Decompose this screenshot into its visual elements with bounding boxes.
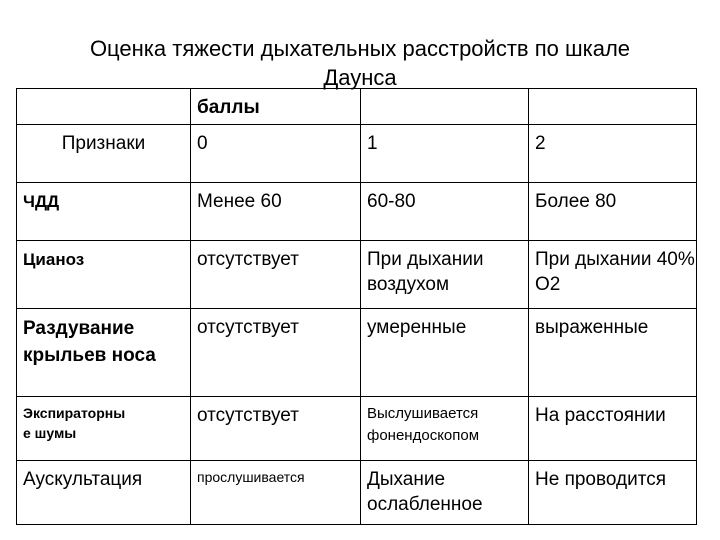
cell: умеренные [361, 309, 529, 397]
title-line-2: Даунса [323, 65, 397, 90]
cell: Более 80 [529, 183, 697, 241]
row-label-nasal-flaring: Раздувание крыльев носа [17, 309, 191, 397]
row-label-line-2: е шумы [23, 425, 77, 441]
cell: Менее 60 [191, 183, 361, 241]
table-row-expiratory-noise [17, 397, 697, 461]
cell: выраженные [529, 309, 697, 397]
title-line-1: Оценка тяжести дыхательных расстройств по шкале [89, 36, 631, 61]
row-label-auscultation: Аускультация [17, 461, 191, 525]
table-row-cyanosis [17, 241, 697, 309]
cell: Не проводится [529, 461, 697, 525]
row-label-cyanosis: Цианоз [17, 241, 191, 309]
table-row-nasal-flaring [17, 309, 697, 397]
cell: отсутствует [191, 241, 361, 309]
score-1: 1 [361, 125, 529, 183]
cell: При дыхании воздухом [361, 241, 529, 309]
header-cell-empty-2 [361, 89, 529, 125]
table-row-rr [17, 183, 697, 241]
header-cell-points: баллы [191, 89, 361, 125]
signs-label: Признаки [17, 125, 191, 183]
row-label-expiratory-noise [17, 397, 191, 461]
slide-title [0, 34, 720, 92]
cell: При дыхании 40% О2 [529, 241, 697, 309]
cell: отсутствует [191, 397, 361, 461]
row-label-line-1: Экспираторны [23, 405, 126, 421]
score-2: 2 [529, 125, 697, 183]
cell: Выслушивается фонендоскопом [361, 397, 529, 461]
cell: На расстоянии [529, 397, 697, 461]
cell: отсутствует [191, 309, 361, 397]
header-cell-empty-3 [529, 89, 697, 125]
table-row-scores [17, 125, 697, 183]
table-header-row [17, 89, 697, 125]
score-0: 0 [191, 125, 361, 183]
downes-score-table [16, 88, 697, 525]
table-row-auscultation [17, 461, 697, 525]
cell: Дыхание ослабленное [361, 461, 529, 525]
cell: прослушивается [191, 461, 361, 525]
row-label-rr: ЧДД [17, 183, 191, 241]
cell: 60-80 [361, 183, 529, 241]
header-cell-empty-1 [17, 89, 191, 125]
